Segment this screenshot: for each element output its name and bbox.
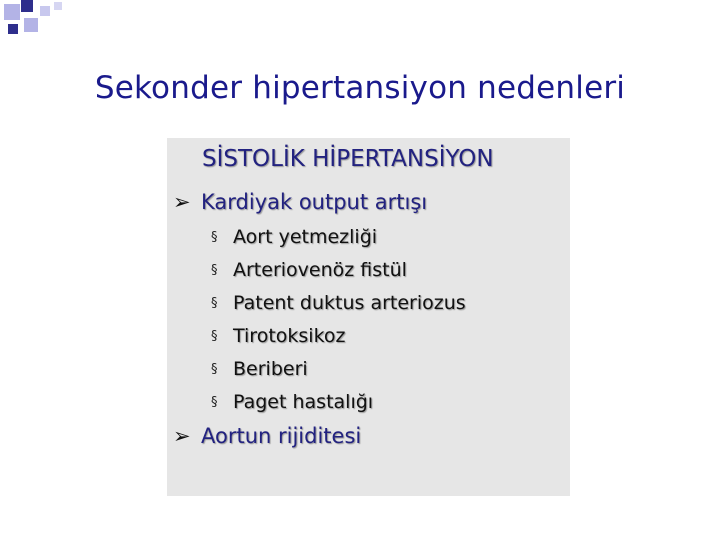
list-item-level2 xyxy=(211,391,373,413)
arrow-icon: ➢ xyxy=(173,190,191,214)
list-item-level1 xyxy=(173,190,427,214)
list-item-label: Beriberi xyxy=(233,358,308,380)
corner-square-icon xyxy=(21,0,33,12)
list-item-label: Kardiyak output artışı xyxy=(201,190,428,214)
corner-square-icon xyxy=(54,2,62,10)
corner-square-icon xyxy=(24,18,38,32)
list-item-level2 xyxy=(211,292,466,314)
list-item-label: Aortun rijiditesi xyxy=(201,424,362,448)
list-item-level2 xyxy=(211,325,346,347)
list-item-level2 xyxy=(211,358,308,380)
square-bullet-icon: § xyxy=(211,362,218,377)
list-item-level1 xyxy=(173,424,361,448)
corner-square-icon xyxy=(8,24,18,34)
list-item-label: Aort yetmezliği xyxy=(233,226,378,248)
square-bullet-icon: § xyxy=(211,263,218,278)
corner-square-icon xyxy=(4,4,20,20)
arrow-icon: ➢ xyxy=(173,424,191,448)
list-item-label: Paget hastalığı xyxy=(233,391,374,413)
square-bullet-icon: § xyxy=(211,395,218,410)
list-item-label: Patent duktus arteriozus xyxy=(233,292,466,314)
list-item-level2 xyxy=(211,226,377,248)
slide-title: Sekonder hipertansiyon nedenleri xyxy=(94,70,626,106)
square-bullet-icon: § xyxy=(211,329,218,344)
section-heading: SİSTOLİK HİPERTANSİYON xyxy=(202,146,494,172)
list-item-label: Arteriovenöz fistül xyxy=(233,259,407,281)
square-bullet-icon: § xyxy=(211,230,218,245)
list-item-label: Tirotoksikoz xyxy=(233,325,346,347)
corner-square-icon xyxy=(40,6,50,16)
list-item-level2 xyxy=(211,259,407,281)
corner-decoration xyxy=(0,0,70,50)
square-bullet-icon: § xyxy=(211,296,218,311)
